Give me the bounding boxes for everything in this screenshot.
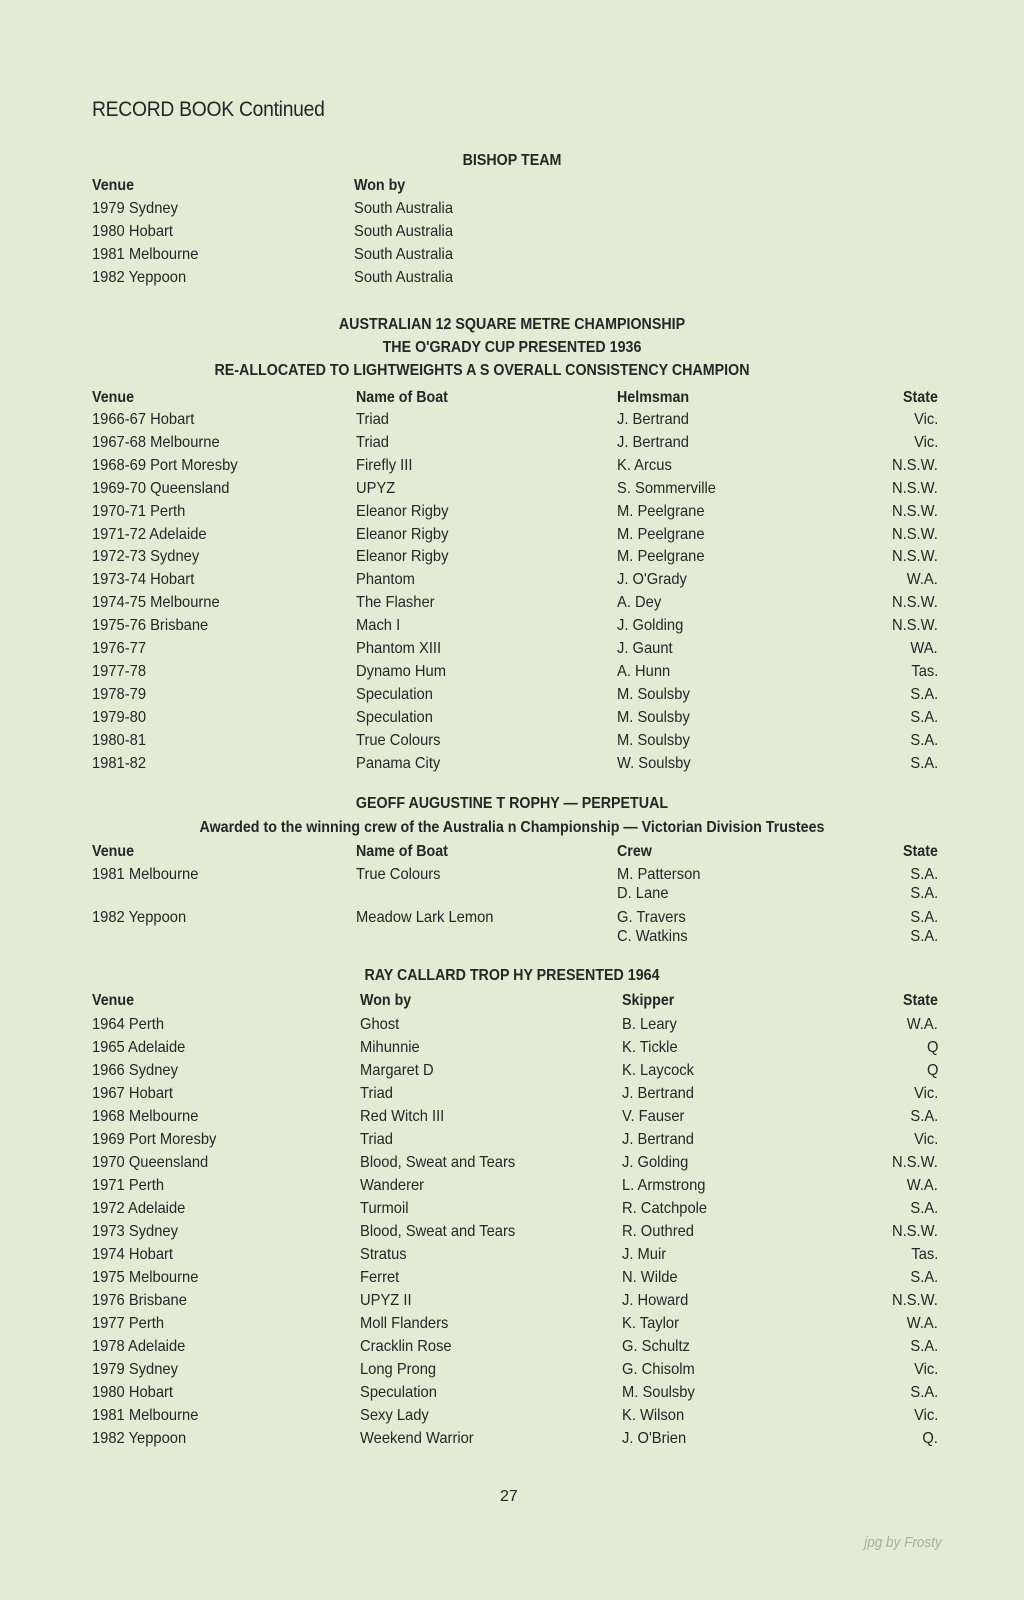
- cell-state: N.S.W.: [892, 1292, 938, 1309]
- cell-boat: Triad: [356, 433, 389, 451]
- cell-state: S.A.: [910, 754, 938, 772]
- callard-heading: RAY CALLARD TROP HY PRESENTED 1964: [364, 967, 660, 984]
- cell-boat: Eleanor Rigby: [356, 502, 449, 520]
- cell-boat: Long Prong: [360, 1361, 437, 1378]
- cell-boat: Turmoil: [360, 1200, 409, 1217]
- table-header-row: [0, 389, 1024, 411]
- header-person: Skipper: [622, 992, 675, 1009]
- cell-state: S.A.: [910, 1200, 938, 1217]
- cell-venue: 1973-74 Hobart: [92, 571, 195, 589]
- cell-person: S. Sommerville: [617, 479, 716, 497]
- cell-venue: 1966-67 Hobart: [92, 411, 195, 428]
- cell-person: A. Hunn: [617, 662, 671, 680]
- cell-person: M. Soulsby: [622, 1384, 695, 1401]
- cell-person: J. Howard: [622, 1292, 689, 1309]
- cell-state: Vic.: [913, 1407, 938, 1424]
- cell-venue: 1982 Yeppoon: [92, 909, 187, 926]
- cell-state: W.A.: [906, 1315, 938, 1332]
- header-boat: Name of Boat: [356, 843, 448, 860]
- cell-venue: 1968-69 Port Moresby: [92, 456, 238, 474]
- cell-person: M. Soulsby: [617, 685, 690, 703]
- header-boat: Name of Boat: [356, 389, 448, 406]
- cell-boat: Blood, Sweat and Tears: [360, 1154, 516, 1171]
- cell-person: B. Leary: [622, 1016, 677, 1033]
- page-number: 27: [500, 1488, 518, 1505]
- table-row: [0, 1039, 1024, 1061]
- table-row: [0, 434, 1024, 456]
- header-state: State: [903, 992, 938, 1009]
- cell-state: N.S.W.: [892, 1154, 938, 1171]
- cell-venue: 1980 Hobart: [92, 223, 174, 240]
- cell-venue: 1981 Melbourne: [92, 246, 199, 263]
- cell-venue: 1976-77: [92, 640, 147, 657]
- table-row: [0, 269, 1024, 291]
- cell-state: S.A.: [910, 928, 938, 945]
- cell-boat: Margaret D: [360, 1062, 434, 1079]
- cell-boat: Phantom XIII: [356, 640, 442, 657]
- cell-person: G. Travers: [617, 909, 686, 926]
- table-row: [0, 640, 1024, 662]
- table-row: [0, 1269, 1024, 1291]
- ogrady-heading-3: RE-ALLOCATED TO LIGHTWEIGHTS A S OVERALL CONSISTENCY CHAMPION: [214, 362, 750, 379]
- table-row: [0, 411, 1024, 433]
- cell-state: N.S.W.: [892, 525, 938, 543]
- cell-state: WA.: [910, 640, 938, 657]
- cell-person: R. Catchpole: [622, 1200, 708, 1217]
- table-row: [0, 1108, 1024, 1130]
- cell-boat: Ghost: [360, 1016, 400, 1033]
- cell-venue: 1977-78: [92, 662, 147, 680]
- header-won-by: Won by: [354, 177, 406, 194]
- cell-person: J. Bertrand: [617, 411, 690, 428]
- cell-venue: 1977 Perth: [92, 1315, 165, 1332]
- table-row: [0, 1430, 1024, 1452]
- cell-state: Vic.: [913, 433, 938, 451]
- cell-state: Vic.: [913, 1085, 938, 1102]
- cell-boat: The Flasher: [356, 594, 435, 612]
- cell-person: L. Armstrong: [622, 1177, 706, 1194]
- table-row: [0, 885, 1024, 907]
- cell-boat: Sexy Lady: [360, 1407, 429, 1424]
- cell-boat: Panama City: [356, 754, 441, 772]
- table-header-row: [0, 843, 1024, 865]
- cell-boat: Phantom: [356, 571, 415, 589]
- ogrady-heading-1: AUSTRALIAN 12 SQUARE METRE CHAMPIONSHIP: [338, 316, 686, 333]
- header-person: Crew: [617, 843, 652, 860]
- table-header-row: [0, 992, 1024, 1014]
- cell-state: S.A.: [910, 885, 938, 902]
- cell-venue: 1967 Hobart: [92, 1085, 174, 1102]
- cell-boat: Wanderer: [360, 1177, 425, 1194]
- cell-state: W.A.: [906, 1016, 938, 1033]
- cell-boat: Speculation: [356, 685, 433, 703]
- cell-boat: Ferret: [360, 1269, 400, 1286]
- cell-boat: Mihunnie: [360, 1039, 420, 1056]
- cell-person: J. Bertrand: [617, 433, 690, 451]
- cell-person: J. Golding: [622, 1154, 689, 1171]
- cell-state: S.A.: [910, 708, 938, 726]
- table-row: [0, 1200, 1024, 1222]
- table-row: [0, 1361, 1024, 1383]
- cell-state: S.A.: [910, 1338, 938, 1355]
- table-row: [0, 503, 1024, 525]
- cell-state: W.A.: [906, 571, 938, 589]
- cell-venue: 1981 Melbourne: [92, 866, 199, 883]
- table-header-row: [0, 177, 1024, 199]
- cell-venue: 1972-73 Sydney: [92, 548, 200, 566]
- cell-state: S.A.: [910, 1269, 938, 1286]
- cell-venue: 1978-79: [92, 685, 147, 703]
- cell-person: K. Wilson: [622, 1407, 685, 1424]
- cell-venue: 1970 Queensland: [92, 1154, 209, 1171]
- table-row: [0, 686, 1024, 708]
- cell-venue: 1967-68 Melbourne: [92, 433, 220, 451]
- table-row: [0, 1292, 1024, 1314]
- cell-won-by: South Australia: [354, 200, 454, 217]
- cell-venue: 1969 Port Moresby: [92, 1131, 217, 1148]
- cell-person: G. Schultz: [622, 1338, 690, 1355]
- cell-boat: Firefly III: [356, 456, 413, 474]
- cell-venue: 1976 Brisbane: [92, 1292, 187, 1309]
- cell-boat: Triad: [360, 1131, 393, 1148]
- cell-venue: 1982 Yeppoon: [92, 1430, 187, 1447]
- cell-person: D. Lane: [617, 885, 669, 902]
- header-venue: Venue: [92, 389, 135, 406]
- bishop-team-heading: BISHOP TEAM: [462, 152, 562, 169]
- cell-venue: 1980-81: [92, 731, 147, 749]
- table-row: [0, 1246, 1024, 1268]
- cell-venue: 1968 Melbourne: [92, 1108, 199, 1125]
- cell-person: M. Peelgrane: [617, 548, 705, 566]
- table-row: [0, 1154, 1024, 1176]
- cell-venue: 1981-82: [92, 754, 147, 772]
- cell-state: N.S.W.: [892, 1223, 938, 1240]
- cell-boat: Cracklin Rose: [360, 1338, 452, 1355]
- table-row: [0, 480, 1024, 502]
- cell-won-by: South Australia: [354, 223, 454, 240]
- cell-person: M. Peelgrane: [617, 525, 705, 543]
- cell-state: Vic.: [913, 1131, 938, 1148]
- cell-venue: 1972 Adelaide: [92, 1200, 186, 1217]
- cell-person: K. Arcus: [617, 456, 672, 474]
- cell-state: N.S.W.: [892, 548, 938, 566]
- cell-boat: Dynamo Hum: [356, 662, 446, 680]
- table-row: [0, 928, 1024, 950]
- table-row: [0, 223, 1024, 245]
- cell-person: J. O'Grady: [617, 571, 687, 589]
- cell-state: Vic.: [913, 1361, 938, 1378]
- table-row: [0, 1315, 1024, 1337]
- cell-person: J. O'Brien: [622, 1430, 687, 1447]
- cell-person: N. Wilde: [622, 1269, 678, 1286]
- cell-venue: 1979 Sydney: [92, 1361, 178, 1378]
- cell-boat: Eleanor Rigby: [356, 548, 449, 566]
- cell-venue: 1966 Sydney: [92, 1062, 178, 1079]
- cell-person: M. Soulsby: [617, 708, 690, 726]
- cell-won-by: South Australia: [354, 269, 454, 286]
- cell-venue: 1964 Perth: [92, 1016, 165, 1033]
- table-row: [0, 1384, 1024, 1406]
- cell-boat: Triad: [356, 411, 389, 428]
- cell-boat: Weekend Warrior: [360, 1430, 474, 1447]
- table-row: [0, 1016, 1024, 1038]
- table-row: [0, 663, 1024, 685]
- cell-person: J. Bertrand: [622, 1085, 695, 1102]
- scan-credit: jpg by Frosty: [864, 1534, 942, 1551]
- table-row: [0, 571, 1024, 593]
- cell-person: W. Soulsby: [617, 754, 691, 772]
- cell-person: V. Fauser: [622, 1108, 685, 1125]
- cell-boat: UPYZ: [356, 479, 396, 497]
- cell-state: S.A.: [910, 909, 938, 926]
- cell-boat: Moll Flanders: [360, 1315, 449, 1332]
- cell-state: Q.: [922, 1430, 938, 1447]
- table-row: [0, 1223, 1024, 1245]
- header-venue: Venue: [92, 177, 135, 194]
- cell-person: J. Gaunt: [617, 640, 673, 657]
- cell-boat: Red Witch III: [360, 1108, 445, 1125]
- cell-venue: 1978 Adelaide: [92, 1338, 186, 1355]
- header-state: State: [903, 389, 938, 406]
- table-row: [0, 1177, 1024, 1199]
- cell-state: S.A.: [910, 1384, 938, 1401]
- cell-venue: 1981 Melbourne: [92, 1407, 199, 1424]
- table-row: [0, 200, 1024, 222]
- cell-state: Tas.: [911, 662, 938, 680]
- cell-venue: 1979-80: [92, 708, 147, 726]
- table-row: [0, 1338, 1024, 1360]
- cell-person: K. Laycock: [622, 1062, 695, 1079]
- ogrady-heading-2: THE O'GRADY CUP PRESENTED 1936: [382, 339, 642, 356]
- cell-venue: 1971 Perth: [92, 1177, 165, 1194]
- header-venue: Venue: [92, 843, 135, 860]
- cell-state: N.S.W.: [892, 502, 938, 520]
- header-state: State: [903, 843, 938, 860]
- cell-state: N.S.W.: [892, 594, 938, 612]
- header-venue: Venue: [92, 992, 135, 1009]
- table-row: [0, 732, 1024, 754]
- cell-boat: True Colours: [356, 866, 441, 883]
- table-row: [0, 1131, 1024, 1153]
- cell-boat: Meadow Lark Lemon: [356, 909, 494, 926]
- cell-boat: Triad: [360, 1085, 393, 1102]
- cell-state: N.S.W.: [892, 617, 938, 635]
- cell-person: J. Muir: [622, 1246, 667, 1263]
- cell-venue: 1971-72 Adelaide: [92, 525, 207, 543]
- table-row: [0, 1407, 1024, 1429]
- cell-won-by: South Australia: [354, 246, 454, 263]
- table-row: [0, 548, 1024, 570]
- cell-state: Tas.: [911, 1246, 938, 1263]
- cell-state: S.A.: [910, 866, 938, 883]
- table-row: [0, 457, 1024, 479]
- cell-venue: 1975-76 Brisbane: [92, 617, 209, 635]
- page-title: RECORD BOOK Continued: [92, 98, 325, 121]
- cell-person: R. Outhred: [622, 1223, 695, 1240]
- cell-venue: 1975 Melbourne: [92, 1269, 199, 1286]
- cell-venue: 1969-70 Queensland: [92, 479, 230, 497]
- table-row: [0, 526, 1024, 548]
- cell-state: S.A.: [910, 685, 938, 703]
- cell-state: N.S.W.: [892, 456, 938, 474]
- cell-state: S.A.: [910, 731, 938, 749]
- cell-state: Q: [926, 1039, 938, 1056]
- cell-boat: UPYZ II: [360, 1292, 412, 1309]
- cell-venue: 1970-71 Perth: [92, 502, 186, 520]
- cell-boat: Stratus: [360, 1246, 407, 1263]
- table-row: [0, 1062, 1024, 1084]
- cell-boat: Blood, Sweat and Tears: [360, 1223, 516, 1240]
- table-row: [0, 594, 1024, 616]
- cell-state: S.A.: [910, 1108, 938, 1125]
- cell-venue: 1974-75 Melbourne: [92, 594, 220, 612]
- cell-person: M. Patterson: [617, 866, 701, 883]
- table-row: [0, 709, 1024, 731]
- table-row: [0, 246, 1024, 268]
- cell-person: G. Chisolm: [622, 1361, 695, 1378]
- cell-state: Vic.: [913, 411, 938, 428]
- cell-venue: 1979 Sydney: [92, 200, 178, 217]
- header-boat: Won by: [360, 992, 412, 1009]
- cell-state: W.A.: [906, 1177, 938, 1194]
- cell-person: C. Watkins: [617, 928, 688, 945]
- geoff-heading-2: Awarded to the winning crew of the Australia n Championship — Victorian Division Trustees: [199, 819, 825, 836]
- cell-person: K. Tickle: [622, 1039, 678, 1056]
- cell-venue: 1974 Hobart: [92, 1246, 174, 1263]
- cell-person: K. Taylor: [622, 1315, 679, 1332]
- cell-person: M. Peelgrane: [617, 502, 705, 520]
- cell-boat: True Colours: [356, 731, 441, 749]
- cell-person: J. Golding: [617, 617, 684, 635]
- cell-venue: 1973 Sydney: [92, 1223, 178, 1240]
- cell-boat: Speculation: [360, 1384, 437, 1401]
- cell-venue: 1980 Hobart: [92, 1384, 174, 1401]
- table-row: [0, 617, 1024, 639]
- table-row: [0, 1085, 1024, 1107]
- cell-boat: Speculation: [356, 708, 433, 726]
- header-person: Helmsman: [617, 389, 690, 406]
- cell-boat: Eleanor Rigby: [356, 525, 449, 543]
- cell-venue: 1965 Adelaide: [92, 1039, 186, 1056]
- cell-boat: Mach I: [356, 617, 401, 635]
- cell-venue: 1982 Yeppoon: [92, 269, 187, 286]
- table-row: [0, 755, 1024, 777]
- cell-person: J. Bertrand: [622, 1131, 695, 1148]
- geoff-heading-1: GEOFF AUGUSTINE T ROPHY — PERPETUAL: [355, 795, 669, 812]
- cell-person: M. Soulsby: [617, 731, 690, 749]
- cell-state: N.S.W.: [892, 479, 938, 497]
- cell-person: A. Dey: [617, 594, 662, 612]
- cell-state: Q: [926, 1062, 938, 1079]
